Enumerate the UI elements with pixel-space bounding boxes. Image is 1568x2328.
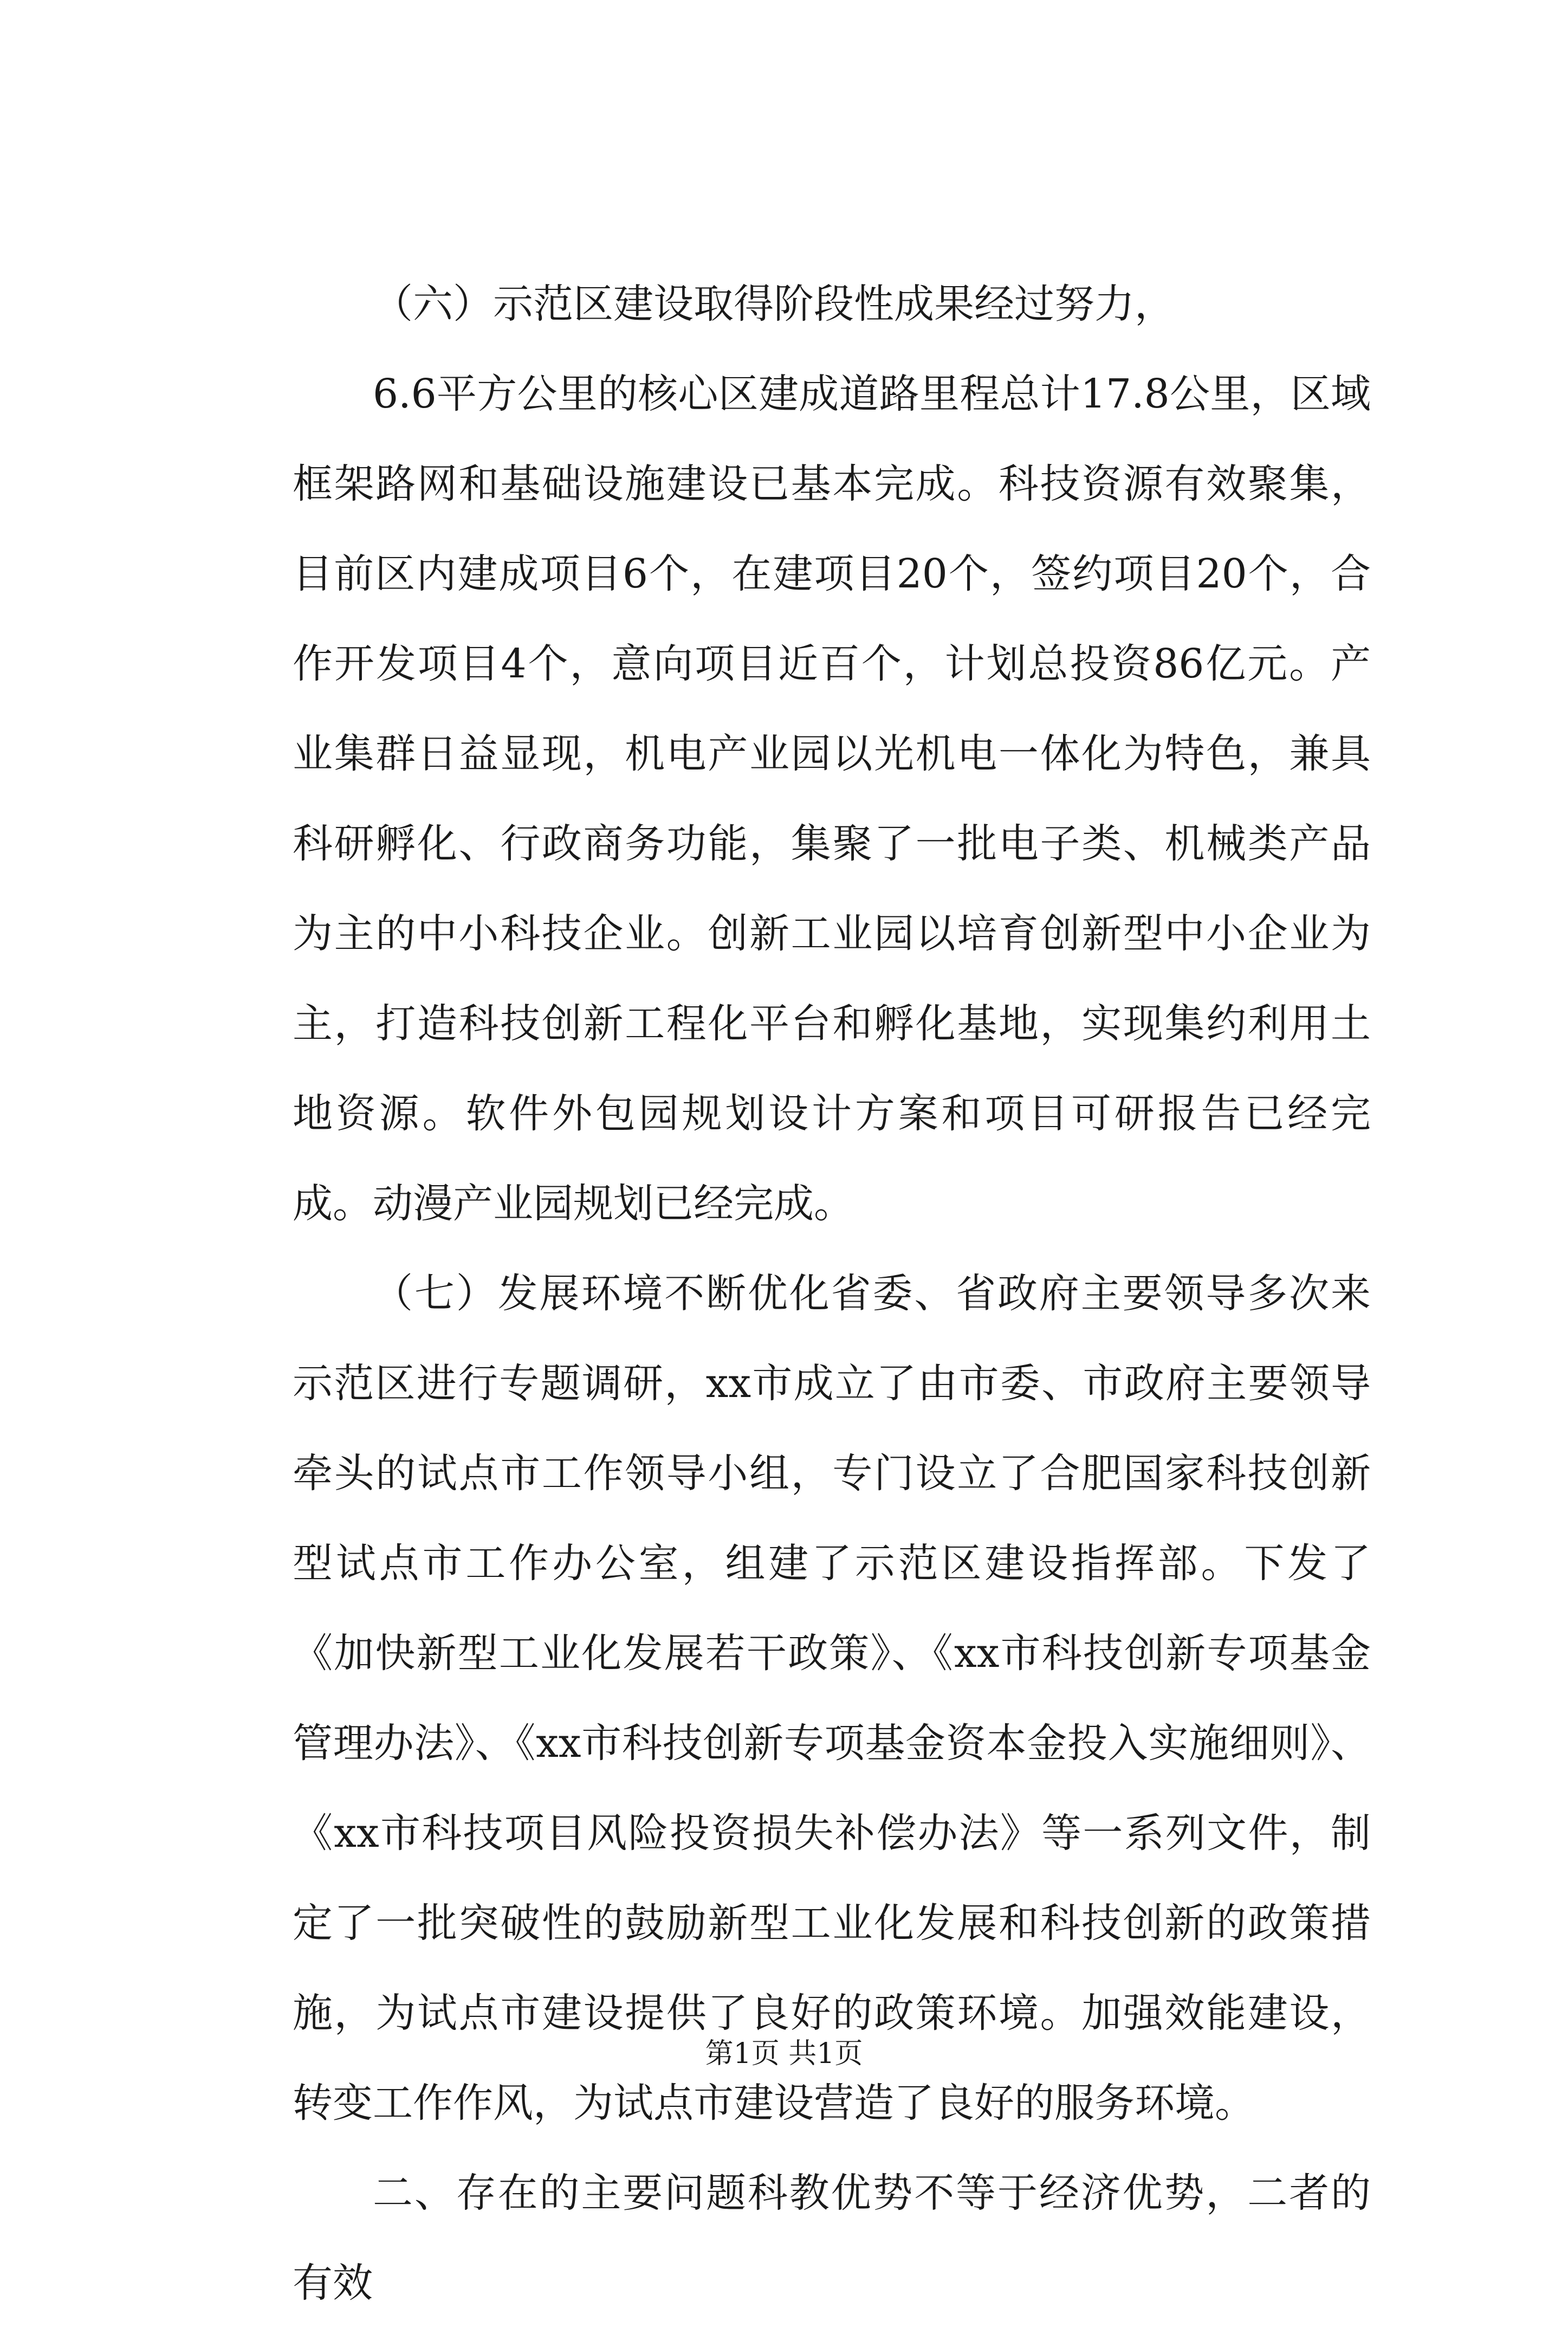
document-body — [293, 259, 1371, 2328]
paragraph-demo-zone-results: 6.6平方公里的核心区建成道路里程总计17.8公里，区域框架路网和基础设施建设已基本完成。科技资源有效聚集，目前区内建成项目6个，在建项目20个，签约项目20个，合作开发项目4个，意向项目近百个，计划总投资86亿元。产业集群日益显现，机电产业园以光机电一体化为特色，兼具科研孵化、行政商务功能，集聚了一批电子类、机械类产品为主的中小科技企业。创新工业园以培育创新型中小企业为主，打造科技创新工程化平台和孵化基地，实现集约利用土地资源。软件外包园规划设计方案和项目可研报告已经完成。动漫产业园规划已经完成。 — [293, 371, 1371, 1227]
paragraph-section-two-problems: 二、存在的主要问题科教优势不等于经济优势，二者的有效 — [293, 2170, 1371, 2306]
paragraph-section-six-heading: （六）示范区建设取得阶段性成果经过努力， — [373, 281, 1175, 327]
page-number-footer: 第1页 共1页 — [705, 2038, 863, 2070]
paragraph-section-seven-environment: （七）发展环境不断优化省委、省政府主要领导多次来示范区进行专题调研，xx市成立了由市委、市政府主要领导牵头的试点市工作领导小组，专门设立了合肥国家科技创新型试点市工作办公室，组建了示范区建设指挥部。下发了《加快新型工业化发展若干政策》、《xx市科技创新专项基金管理办法》、《xx市科技创新专项基金资本金投入实施细则》、《xx市科技项目风险投资损失补偿办法》等一系列文件，制定了一批突破性的鼓励新型工业化发展和科技创新的政策措施，为试点市建设提供了良好的政策环境。加强效能建设，转变工作作风，为试点市建设营造了良好的服务环境。 — [293, 1270, 1371, 2126]
